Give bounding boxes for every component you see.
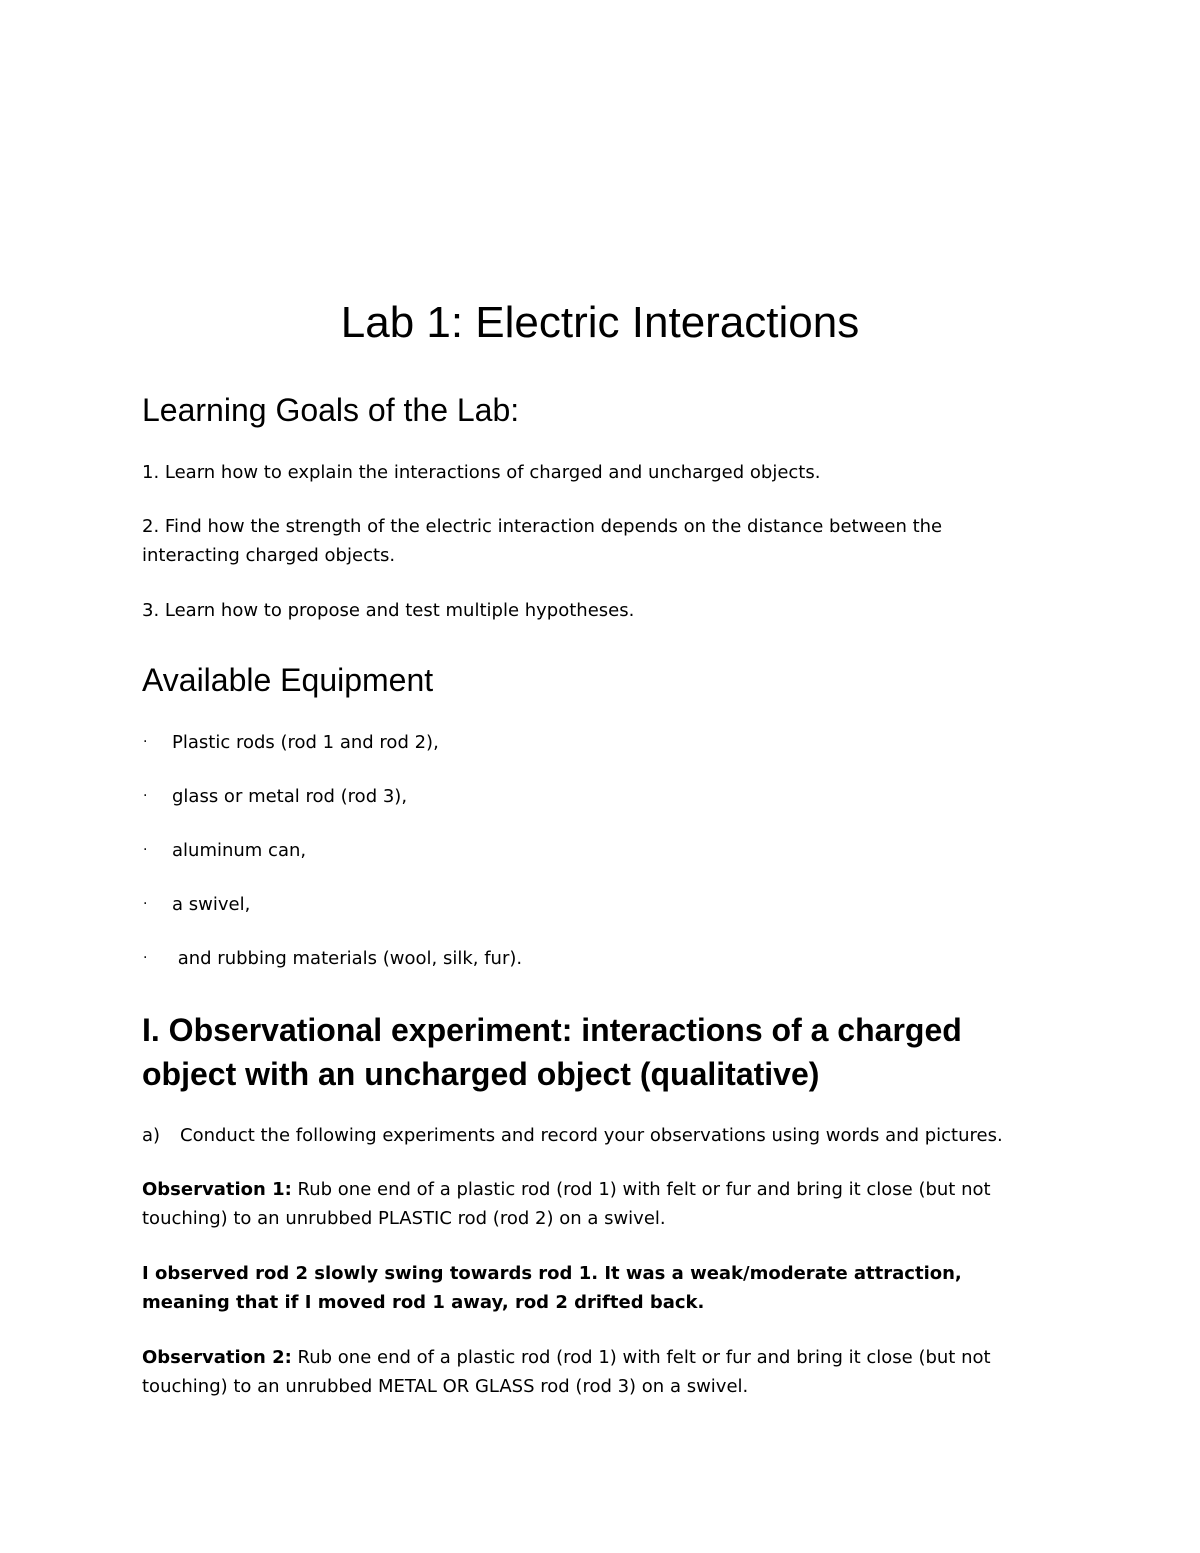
observation-1-text: Rub one end of a plastic rod (rod 1) with felt or fur and bring it close (but not touching) to an unrubbed PLASTIC rod (rod 2) on a swivel. <box>142 1179 991 1229</box>
learning-goals-heading: Learning Goals of the Lab: <box>142 392 520 428</box>
bullet-icon: · <box>143 950 148 966</box>
bullet-icon: · <box>143 842 148 858</box>
equipment-item-1: Plastic rods (rod 1 and rod 2), <box>172 732 439 753</box>
part-a-text: Conduct the following experiments and record your observations using words and pictures. <box>180 1125 1003 1146</box>
section-1-heading: I. Observational experiment: interactions of a charged object with an uncharged object (qualitative) <box>142 1012 962 1092</box>
equipment-heading: Available Equipment <box>142 662 434 698</box>
observation-1 <box>142 1175 1042 1233</box>
observation-2-text: Rub one end of a plastic rod (rod 1) with felt or fur and bring it close (but not touching) to an unrubbed METAL OR GLASS rod (rod 3) on a swivel. <box>142 1347 991 1397</box>
part-a-label: a) <box>142 1125 161 1146</box>
bullet-icon: · <box>143 734 148 750</box>
learning-goal-2: 2. Find how the strength of the electric interaction depends on the distance between the interacting charged objects. <box>142 516 943 566</box>
equipment-item-3: aluminum can, <box>172 840 307 861</box>
observation-1-label: Observation 1: <box>142 1179 292 1200</box>
learning-goal-3: 3. Learn how to propose and test multiple hypotheses. <box>142 600 635 621</box>
equipment-item-4: a swivel, <box>172 894 251 915</box>
observation-2-label: Observation 2: <box>142 1347 292 1368</box>
observation-2 <box>142 1343 1042 1401</box>
page-title: Lab 1: Electric Interactions <box>340 298 860 347</box>
observation-1-answer: I observed rod 2 slowly swing towards rod 1. It was a weak/moderate attraction, meaning that if I moved rod 1 away, rod 2 drifted back. <box>142 1263 962 1313</box>
bullet-icon: · <box>143 896 148 912</box>
bullet-icon: · <box>143 788 148 804</box>
equipment-item-5: and rubbing materials (wool, silk, fur). <box>172 948 523 969</box>
learning-goal-1: 1. Learn how to explain the interactions of charged and uncharged objects. <box>142 462 821 483</box>
equipment-item-2: glass or metal rod (rod 3), <box>172 786 408 807</box>
